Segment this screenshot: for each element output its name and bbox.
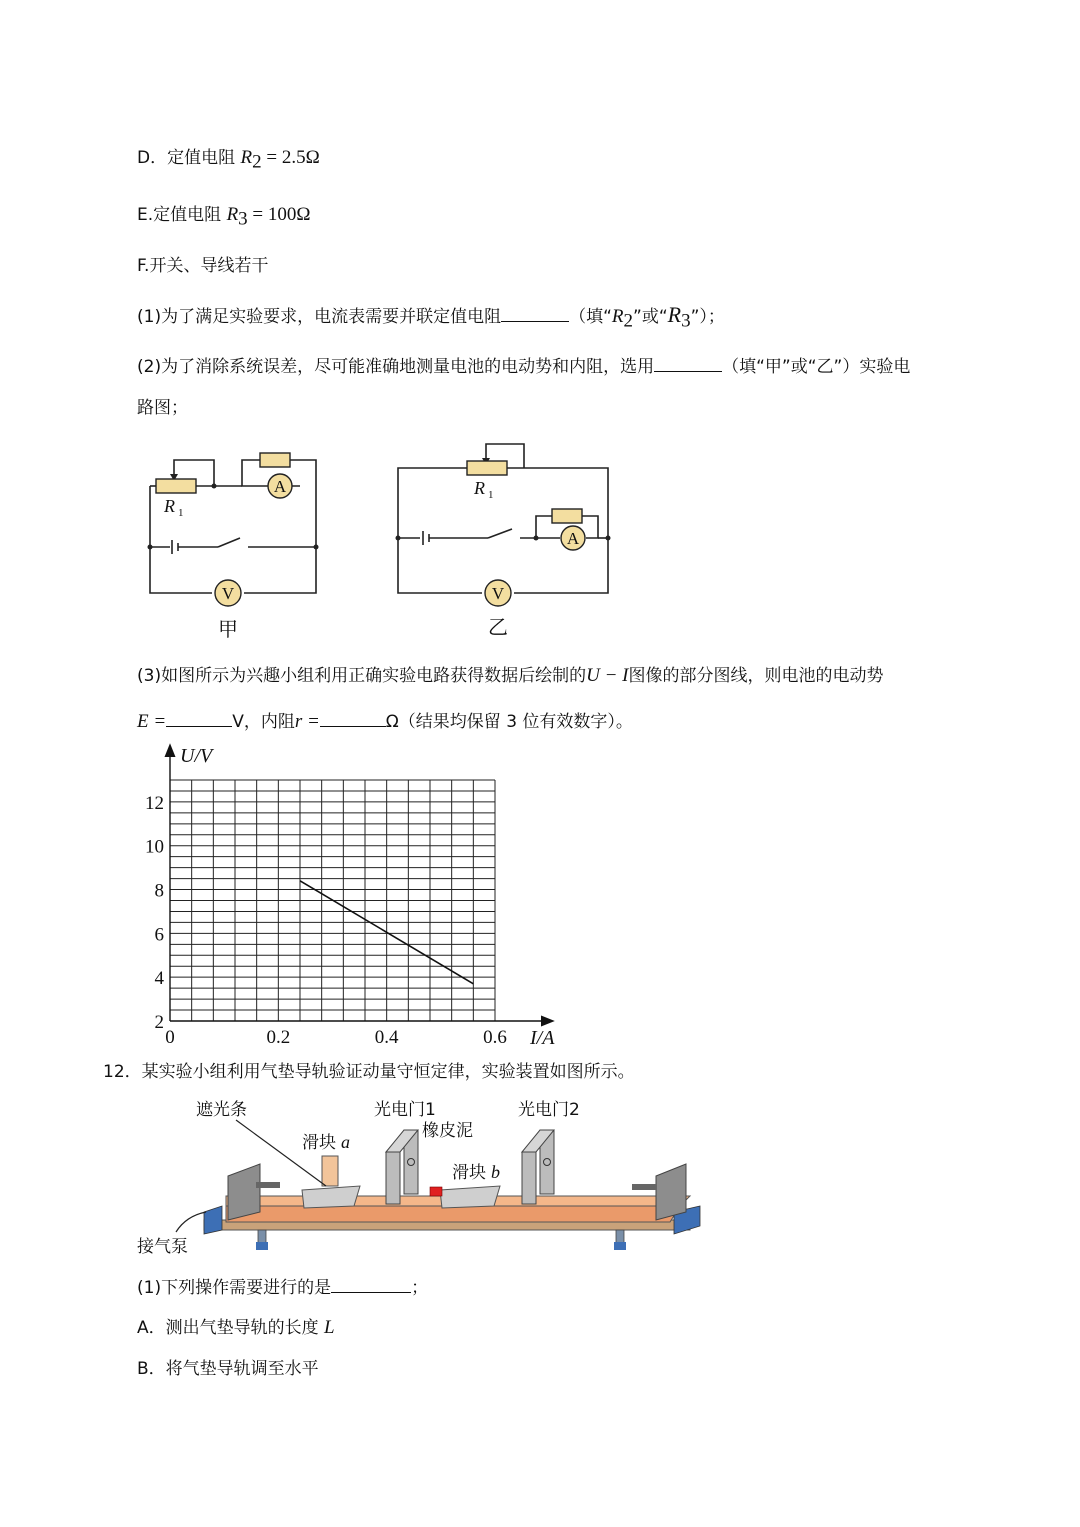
- x-tick-label: 0.2: [266, 1027, 291, 1048]
- svg-text:R: R: [164, 496, 175, 516]
- question-2: (2)为了消除系统误差，尽可能准确地测量电池的电动势和内阻，选用 （填“甲”或“乙”）实验电: [137, 353, 910, 379]
- answer-blank-resistance[interactable]: [320, 708, 386, 727]
- svg-text:乙: 乙: [488, 615, 508, 639]
- question-3-line2: E = V，内阻r = Ω（结果均保留 3 位有效数字）。: [137, 708, 633, 734]
- rheostat-r1-jia: [156, 479, 196, 493]
- svg-text:V: V: [491, 584, 505, 603]
- svg-text:1: 1: [178, 507, 184, 519]
- svg-text:b: b: [491, 1162, 500, 1182]
- svg-text:光电门1: 光电门1: [374, 1100, 436, 1120]
- x-tick-label: 0: [165, 1027, 175, 1048]
- y-tick-label: 8: [154, 880, 164, 902]
- svg-text:R: R: [474, 478, 485, 498]
- svg-text:滑块: 滑块: [452, 1163, 486, 1183]
- answer-blank-2[interactable]: [654, 353, 722, 372]
- svg-text:遮光条: 遮光条: [196, 1100, 247, 1120]
- svg-text:光电门2: 光电门2: [518, 1100, 580, 1120]
- y-tick-label: 2: [154, 1012, 164, 1033]
- y-tick-label: 6: [154, 924, 164, 946]
- svg-text:a: a: [341, 1132, 350, 1152]
- option-e: E.定值电阻 $R_3 = 100\Omega$: [137, 204, 311, 230]
- y-tick-label: 4: [154, 968, 164, 990]
- choice-b: B．将气垫导轨调至水平: [137, 1359, 319, 1379]
- question-1: (1)为了满足实验要求，电流表需要并联定值电阻 （填“$R_2$”或“$R_3$”）；: [137, 302, 725, 332]
- y-tick-label: 12: [145, 792, 164, 814]
- question-12: 12．某实验小组利用气垫导轨验证动量守恒定律，实验装置如图所示。: [103, 1062, 635, 1082]
- question-2-line2: 路图；: [137, 398, 188, 418]
- answer-blank-1[interactable]: [501, 303, 569, 322]
- x-tick-label: 0.6: [483, 1027, 507, 1048]
- option-d: D．定值电阻 $R_2 = 2.5\Omega$: [137, 147, 320, 173]
- x-axis-label: I/A: [530, 1027, 555, 1049]
- shunt-resistor-jia: [260, 453, 290, 467]
- svg-text:滑块: 滑块: [302, 1133, 336, 1153]
- y-tick-label: 10: [145, 836, 164, 858]
- shunt-resistor-yi: [552, 509, 582, 523]
- svg-text:接气泵: 接气泵: [137, 1237, 188, 1257]
- y-axis-label: U/V: [180, 745, 213, 767]
- air-track-apparatus: [0, 1090, 720, 1260]
- svg-text:甲: 甲: [218, 617, 238, 641]
- svg-text:A: A: [273, 477, 287, 496]
- svg-text:V: V: [221, 584, 235, 603]
- option-f: F.开关、导线若干: [137, 256, 269, 276]
- question-3: (3)如图所示为兴趣小组利用正确实验电路获得数据后绘制的U − I图像的部分图线，则电池的电动势: [137, 665, 884, 686]
- svg-text:1: 1: [488, 489, 494, 501]
- question-12-1: (1)下列操作需要进行的是 ；: [137, 1274, 428, 1300]
- answer-blank-emf[interactable]: [166, 708, 232, 727]
- circuit-diagrams: [0, 440, 660, 650]
- rheostat-r1-yi: [467, 461, 507, 475]
- svg-text:橡皮泥: 橡皮泥: [422, 1121, 473, 1141]
- svg-text:A: A: [566, 529, 580, 548]
- x-tick-label: 0.4: [374, 1027, 399, 1048]
- choice-a: A．测出气垫导轨的长度 L: [137, 1317, 335, 1338]
- answer-blank-12-1[interactable]: [331, 1274, 411, 1293]
- u-i-chart: [120, 740, 570, 1050]
